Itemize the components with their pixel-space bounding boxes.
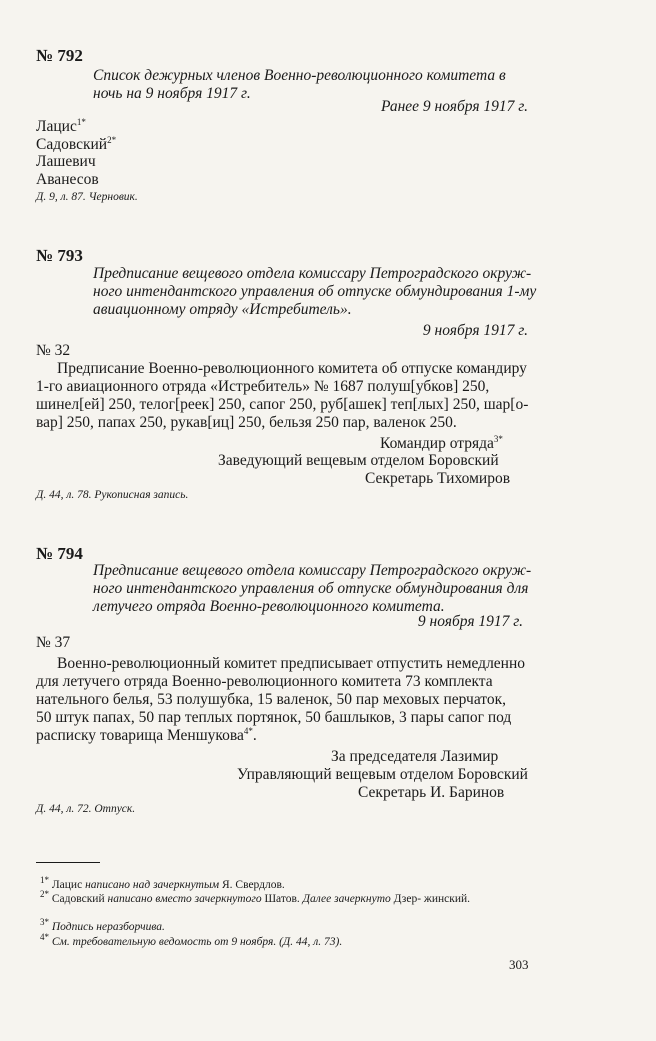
- doc-794-title-line-2: ного интендантского управления об отпуске обмундирования для: [93, 580, 529, 597]
- doc-792-title-line-1: Список дежурных членов Военно-революционного комитета в: [93, 67, 506, 84]
- doc-794-body-line-2: для летучего отряда Военно-революционного комитета 73 комплекта: [36, 673, 493, 690]
- doc-793-number: № 793: [36, 246, 83, 265]
- footnote-1: $^{1*}$ Лацис написано над зачеркнутым Я. Свердлов.: [40, 875, 285, 891]
- doc-793-body-line-2: 1-го авиационного отряда «Истребитель» № 1687 полуш[убков] 250,: [36, 378, 490, 395]
- doc-792-name-1: Лацис$^{1*}$: [36, 116, 86, 135]
- doc-794-sign-head: Управляющий вещевым отделом Боровский: [237, 766, 528, 783]
- doc-793-body-line-1: Предписание Военно-революционного комитета об отпуске командиру: [57, 360, 527, 377]
- doc-793-sign-head: Заведующий вещевым отделом Боровский: [218, 452, 499, 469]
- doc-794-body-line-5: расписку товарища Меншукова$^{4*}$.: [36, 725, 257, 744]
- doc-794-body-line-3: нательного белья, 53 полушубка, 15 валенок, 50 пар меховых перчаток,: [36, 691, 507, 708]
- doc-794-body-line-1: Военно-революционный комитет предписывает отпустить немедленно: [57, 655, 526, 672]
- doc-793-sign-secretary: Секретарь Тихомиров: [365, 470, 511, 487]
- footnote-2: $^{2*}$ Садовский написано вместо зачеркнутого Шатов. Далее зачеркнуто Дзер- жинский.: [40, 889, 471, 905]
- doc-794-number: № 794: [36, 544, 83, 563]
- doc-792-number: № 792: [36, 46, 83, 65]
- doc-794-title-line-3: летучего отряда Военно-революционного комитета.: [93, 598, 445, 615]
- doc-792-date: Ранее 9 ноября 1917 г.: [380, 98, 528, 115]
- doc-792-name-4: Аванесов: [36, 171, 99, 188]
- doc-794-source: Д. 44, л. 72. Отпуск.: [36, 803, 136, 815]
- doc-794-title-line-1: Предписание вещевого отдела комиссару Петроградского окруж-: [93, 562, 532, 579]
- doc-794-body-line-4: 50 штук папах, 50 пар теплых портянок, 50 башлыков, 3 пары сапог под: [36, 709, 512, 726]
- doc-792-name-3: Лашевич: [36, 153, 96, 170]
- doc-794-date: 9 ноября 1917 г.: [417, 613, 523, 630]
- doc-792-name-2: Садовский$^{2*}$: [36, 134, 117, 153]
- doc-794-sign-secretary: Секретарь И. Баринов: [358, 784, 505, 801]
- doc-793-ref: № 32: [36, 342, 71, 359]
- footnote-4: $^{4*}$ См. требовательную ведомость от 9 ноября. (Д. 44, л. 73).: [40, 932, 343, 948]
- doc-793-title-line-3: авиационному отряду «Истребитель».: [93, 301, 352, 318]
- doc-793-body-line-3: шинел[ей] 250, телог[реек] 250, сапог 250, руб[ашек] теп[лых] 250, шар[о-: [36, 396, 529, 413]
- doc-793-title-line-2: ного интендантского управления об отпуске обмундирования 1-му: [93, 283, 537, 300]
- doc-792-title-line-2: ночь на 9 ноября 1917 г.: [93, 85, 251, 102]
- doc-792-source: Д. 9, л. 87. Черновик.: [36, 191, 138, 203]
- doc-793-title-line-1: Предписание вещевого отдела комиссару Петроградского окруж-: [93, 265, 532, 282]
- page-number: 303: [509, 957, 529, 972]
- doc-793-date: 9 ноября 1917 г.: [422, 322, 528, 339]
- doc-794-ref: № 37: [36, 634, 71, 651]
- footnote-separator: [36, 862, 100, 863]
- doc-794-sign-chair: За председателя Лазимир: [331, 748, 499, 765]
- doc-793-source: Д. 44, л. 78. Рукописная запись.: [36, 489, 189, 501]
- footnote-3: $^{3*}$ Подпись неразборчива.: [40, 917, 165, 933]
- doc-793-sign-commander: Командир отряда$^{3*}$: [380, 433, 503, 452]
- doc-793-body-line-4: вар] 250, папах 250, рукав[иц] 250, бельзя 250 пар, валенок 250.: [36, 414, 457, 431]
